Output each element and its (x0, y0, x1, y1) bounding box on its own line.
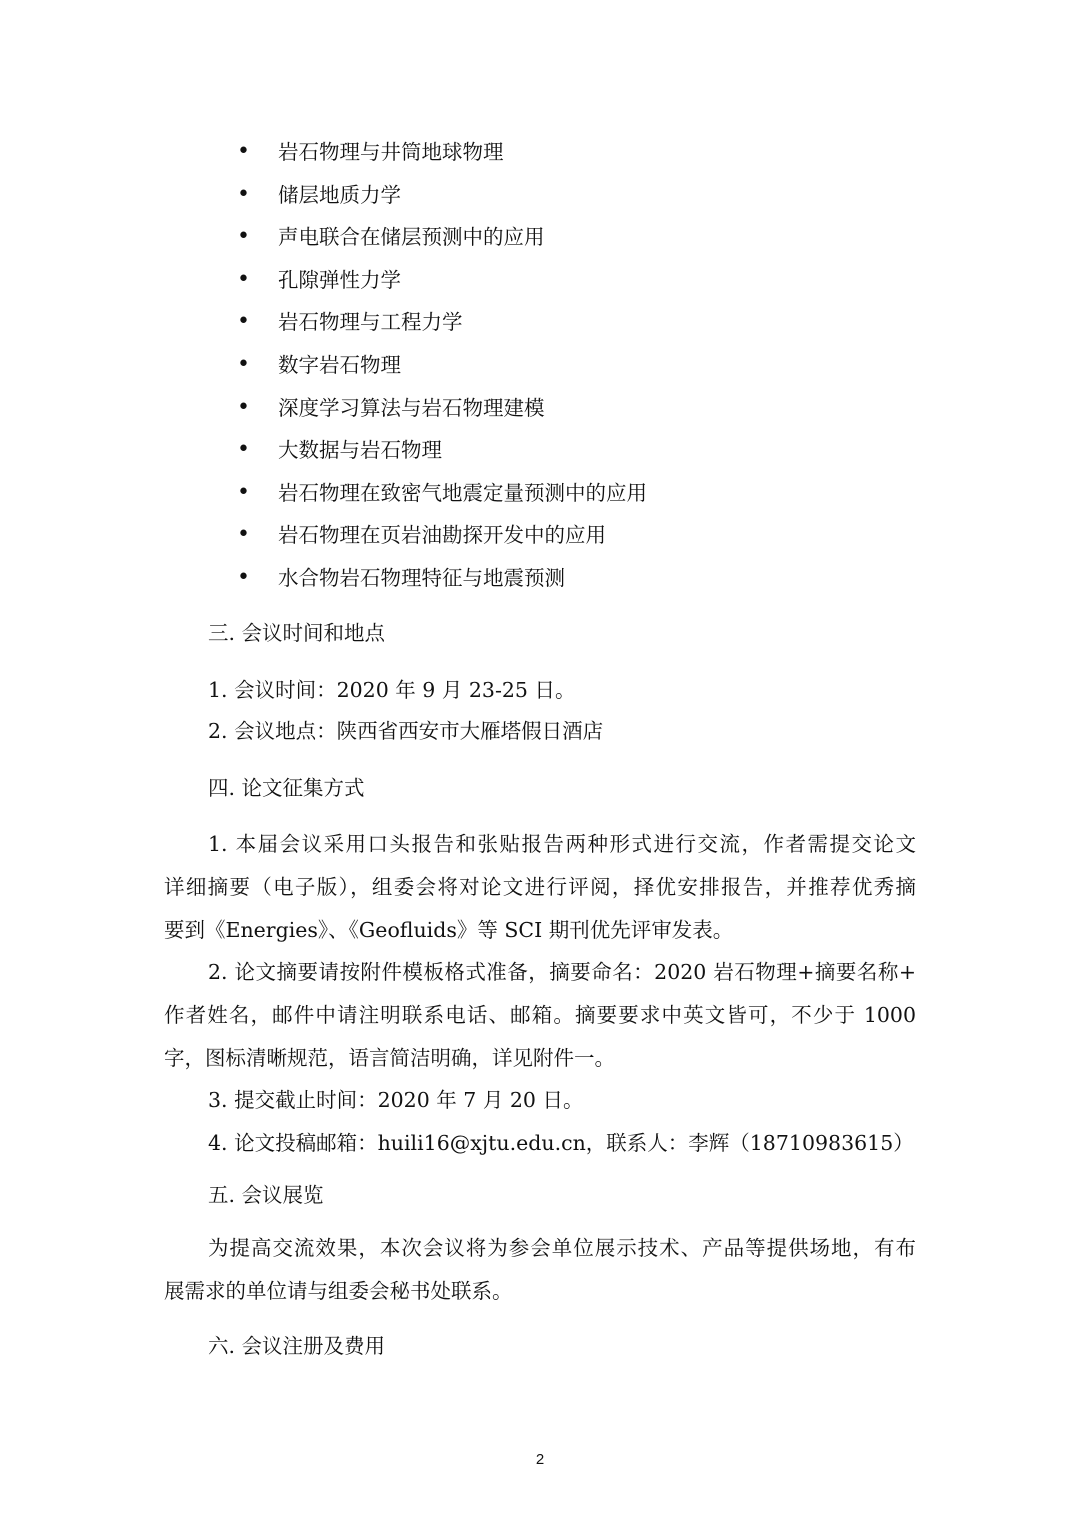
paragraph-line: 作者姓名，邮件中请注明联系电话、邮箱。摘要要求中英文皆可，不少于 1000 (164, 1003, 916, 1027)
page-number: 2 (535, 1451, 545, 1468)
bullet-icon: • (237, 564, 250, 590)
bullet-icon: • (237, 351, 250, 377)
list-item (237, 131, 647, 174)
bullet-icon: • (237, 181, 250, 207)
section-heading-time-place: 三. 会议时间和地点 (208, 621, 386, 645)
paragraph-line: 字，图标清晰规范，语言简洁明确，详见附件一。 (164, 1046, 615, 1070)
topic-text: 声电联合在储层预测中的应用 (278, 225, 545, 250)
list-item (237, 387, 647, 430)
deadline-item: 3. 提交截止时间：2020 年 7 月 20 日。 (208, 1088, 584, 1112)
topic-text: 水合物岩石物理特征与地震预测 (278, 565, 565, 590)
meeting-place-item: 2. 会议地点：陕西省西安市大雁塔假日酒店 (208, 719, 604, 743)
bullet-icon: • (237, 139, 250, 164)
list-item (237, 514, 647, 557)
topic-text: 岩石物理在致密气地震定量预测中的应用 (278, 480, 647, 505)
list-item (237, 216, 647, 259)
section-heading-exhibition: 五. 会议展览 (208, 1183, 324, 1207)
bullet-icon: • (237, 522, 250, 548)
list-item (237, 557, 647, 600)
list-item (237, 174, 647, 217)
paragraph-line: 为提高交流效果，本次会议将为参会单位展示技术、产品等提供场地，有布 (208, 1236, 916, 1260)
topic-text: 储层地质力学 (278, 182, 401, 207)
paragraph-line: 详细摘要（电子版），组委会将对论文进行评阅，择优安排报告，并推荐优秀摘 (164, 875, 916, 899)
paragraph-line: 2. 论文摘要请按附件模板格式准备，摘要命名：2020 岩石物理+摘要名称+ (208, 960, 916, 984)
paragraph-line: 要到《Energies》、《Geofluids》等 SCI 期刊优先评审发表。 (164, 918, 734, 942)
topic-text: 深度学习算法与岩石物理建模 (278, 395, 545, 420)
list-item (237, 344, 647, 387)
topic-list (237, 131, 647, 600)
bullet-icon: • (237, 224, 250, 250)
submission-email-item: 4. 论文投稿邮箱：huili16@xjtu.edu.cn，联系人：李辉（18710983615） (208, 1131, 914, 1155)
list-item (237, 472, 647, 515)
topic-text: 大数据与岩石物理 (278, 438, 442, 463)
topic-text: 岩石物理在页岩油勘探开发中的应用 (278, 523, 606, 548)
topic-text: 岩石物理与井筒地球物理 (278, 140, 504, 164)
section-heading-paper-call: 四. 论文征集方式 (208, 776, 365, 800)
bullet-icon: • (237, 266, 250, 292)
topic-text: 岩石物理与工程力学 (278, 310, 463, 335)
bullet-icon: • (237, 437, 250, 463)
list-item (237, 429, 647, 472)
meeting-time-item: 1. 会议时间：2020 年 9 月 23-25 日。 (208, 678, 576, 702)
topic-text: 孔隙弹性力学 (278, 267, 401, 292)
bullet-icon: • (237, 309, 250, 335)
bullet-icon: • (237, 479, 250, 505)
section-heading-registration: 六. 会议注册及费用 (208, 1334, 386, 1358)
paragraph-line: 1. 本届会议采用口头报告和张贴报告两种形式进行交流，作者需提交论文 (208, 832, 916, 856)
topic-text: 数字岩石物理 (278, 352, 401, 377)
paragraph-line: 展需求的单位请与组委会秘书处联系。 (164, 1279, 513, 1303)
list-item (237, 259, 647, 302)
bullet-icon: • (237, 394, 250, 420)
list-item (237, 301, 647, 344)
